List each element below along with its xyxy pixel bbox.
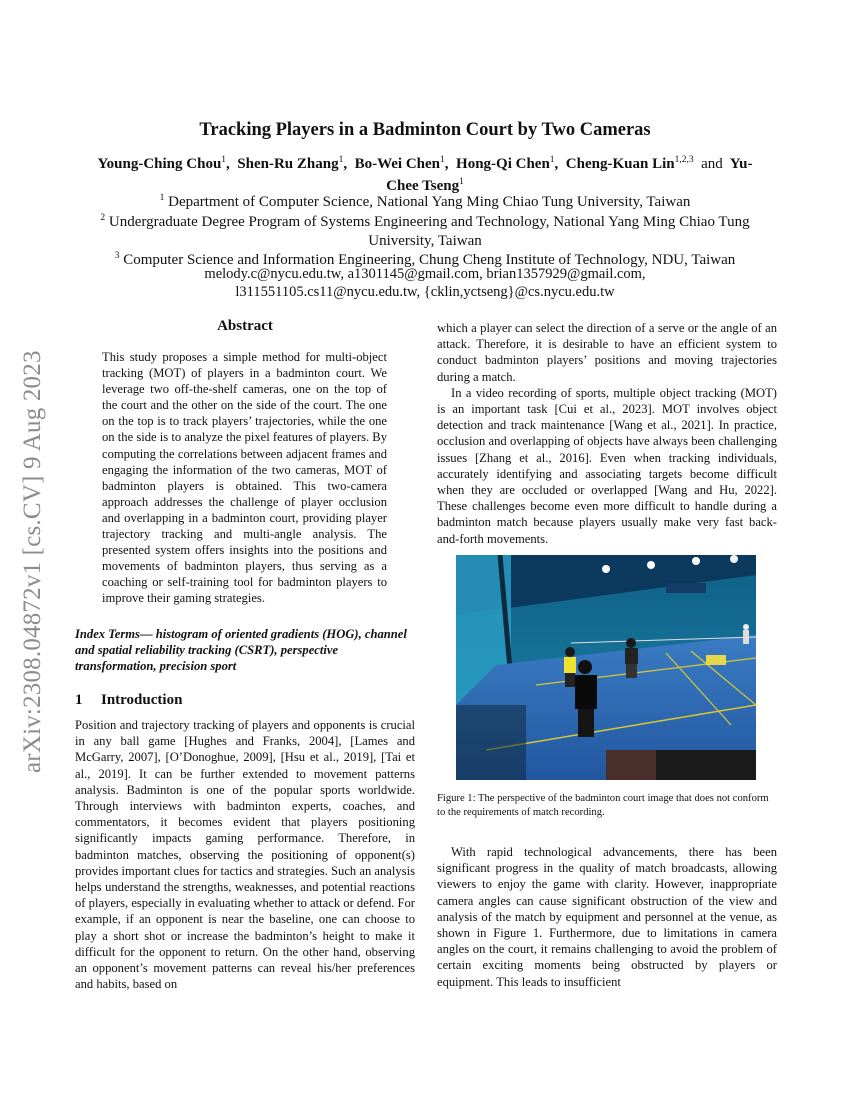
author: Young-Ching Chou (97, 156, 222, 172)
intro-paragraph: Position and trajectory tracking of players and opponents is crucial in any ball game [Hughes and Franks, 2004], [Lames and McGarry, 2007], [O’Donoghue, 2009], [Hsu et al., 2019], [Tai et al., 2019]. It can be further extended to movement patterns analysis. Badminton is one of the popular sports worldwide. Through interviews with badminton experts, coaches, and commentators, it becomes evident that players positioning significantly impacts gaming performance. Therefore, in badminton matches, observing the positioning of opponent(s) provides important clues for tactics and strategies. Such an analysis helps understand the strengths, weaknesses, and potential reactions of players, especially in evaluating whether to attack or defend. For example, if an opponent is near the baseline, one can choose to play a short shot or increase the badminton’s height to make it difficult for the opponent to return. On the other hand, observing an opponent’s movement patterns can reveal his/her preferences and habits, based on (75, 718, 415, 992)
abstract-text: This study proposes a simple method for multi-object tracking (MOT) of players in a badminton court. We leverage two off-the-shelf cameras, one on the top of the court and the other on the side of the court. The one on the top is to track players’ trajectories, while the one on the side is to analyze the pixel features of players. By computing the correlations between adjacent frames and engaging the information of the two cameras, MOT of badminton players is obtained. This two-camera approach addresses the challenge of player occlusion and overlapping in a badminton court, providing player trajectory tracking and multi-angle analysis. The presented system offers insights into the positions and movements of badminton players, thus serving as a coaching or self-training tool for badminton players to improve their gaming strategies. (102, 350, 387, 606)
author: Cheng-Kuan Lin (565, 156, 675, 172)
figure-1-badminton-court-photo (456, 555, 756, 780)
author: Bo-Wei Chen (354, 156, 441, 172)
author-list: Young-Ching Chou$^1$, Shen-Ru Zhang$^1$, Bo-Wei Chen$^1$, Hong-Qi Chen$^1$, Cheng-Kuan Lin$^{1,2,3}$ and Yu-Chee Tseng$^1$ (97, 155, 753, 194)
author: Shen-Ru Zhang (237, 156, 339, 172)
author-emails: melody.c@nycu.edu.tw, a1301145@gmail.com, brian1357929@gmail.com, l311551105.cs11@nycu.edu.tw, {cklin,yctseng}@cs.nycu.edu.tw (204, 266, 646, 300)
arxiv-stamp: arXiv:2308.04872v1 [cs.CV] 9 Aug 2023 (19, 350, 46, 773)
author: Hong-Qi Chen (456, 156, 550, 172)
paper-title: Tracking Players in a Badminton Court by Two Cameras (199, 120, 651, 140)
affiliation-3: $^3$ Computer Science and Information Engineering, Chung Cheng Institute of Technology, NDU, Taiwan (114, 251, 736, 268)
paragraph: which a player can select the direction of a serve or the angle of an attack. Therefore, it is desirable to have an efficient system to conduct badminton players’ positions and moving trajectories during a match. (437, 321, 777, 384)
paragraph: With rapid technological advancements, there has been significant progress in the quality of match broadcasts, allowing viewers to enjoy the game with clarity. However, inappropriate camera angles can cause significant obstruction of the view and analysis of the match by equipment and personnel at the venue, as shown in Figure 1. Furthermore, due to limitations in camera angles on the court, it remains challenging to avoid the problem of certain exciting moments being obstructed by players or equipment. This leads to insufficient (437, 845, 777, 989)
paragraph: In a video recording of sports, multiple object tracking (MOT) is an important task [Cui et al., 2023]. MOT involves object detection and track maintenance [Wang et al., 2021]. In practice, occlusion and overlapping of objects have always been challenging issues [Zhang et al., 2016]. Even when tracking individuals, accurately identifying and associating targets become difficult when they are occluded or overlapped [Wang and Hu, 2022]. These challenges become even more difficult to handle during a badminton match because players usually make very fast back-and-forth movements. (437, 385, 777, 546)
right-column-top (437, 320, 777, 547)
author: Yu-Chee Tseng (386, 156, 753, 194)
section-heading: 1 Introduction (75, 692, 183, 708)
abstract-heading: Abstract (217, 318, 273, 334)
affiliation-1: $^1$ Department of Computer Science, National Yang Ming Chiao Tung University, Taiwan (159, 193, 691, 210)
right-column-bottom (437, 844, 777, 990)
figure-caption: Figure 1: The perspective of the badminton court image that does not conform to the requirements of match recording. (437, 793, 769, 818)
index-terms: Index Terms— histogram of oriented gradients (HOG), channel and spatial reliability tracking (CSRT), perspective transformation, precision sport (75, 627, 407, 674)
affiliation-2: $^2$ Undergraduate Degree Program of Systems Engineering and Technology, National Yang Ming Chiao Tung University, Taiwan (100, 213, 750, 249)
